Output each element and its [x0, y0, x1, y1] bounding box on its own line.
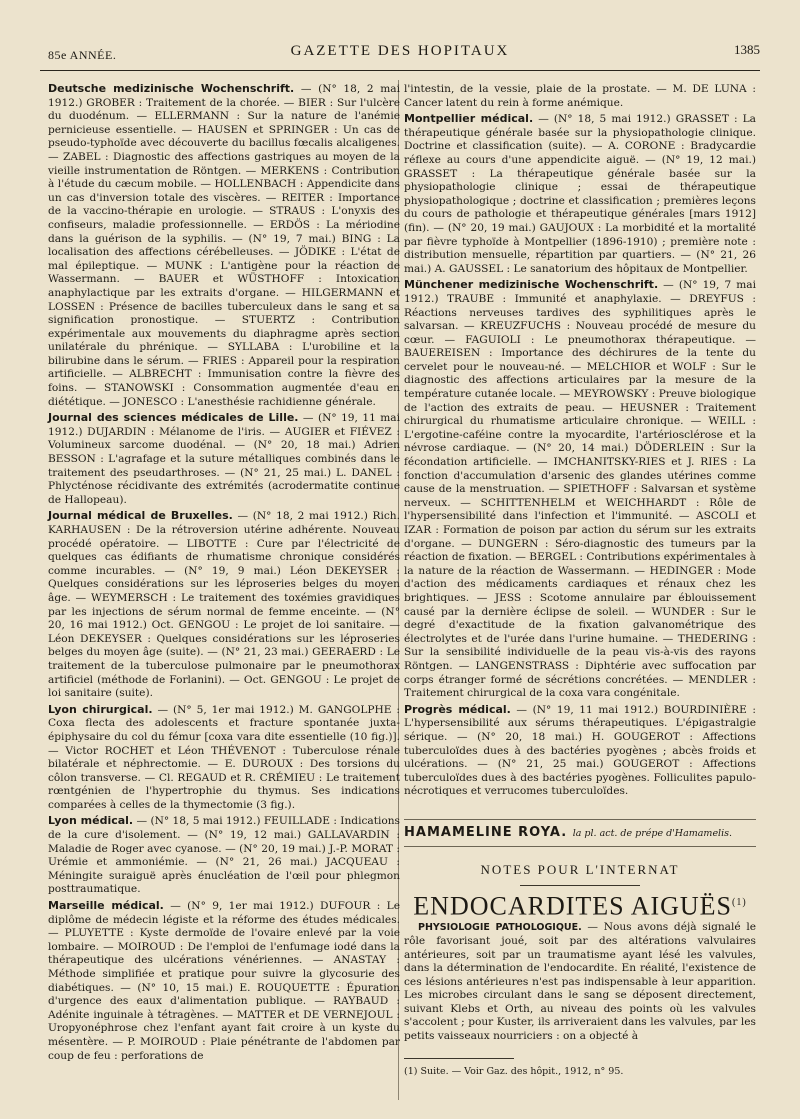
- journal-entry: [48, 411, 400, 507]
- entry-text: — (N° 19, 11 mai 1912.) BOURDINIÈRE : L'hypersensibilité aux sérums thérapeutiques. L'épigastralgie sérique. — (N° 20, 18 mai.) H. GOUGEROT : Affections tuberculoïdes dues à des bactéries pyogènes ; abcès froids et ulcérations. — (N° 21, 25 mai.) GOUGEROT : Affections tuberculoïdes dues à des bactéries pyogènes. Folliculites papulo-nécrotiques et verrucomes tuberculoïdes.: [404, 703, 756, 798]
- page-number: 1385: [734, 42, 760, 57]
- article-lead: PHYSIOLOGIE PATHOLOGIQUE.: [418, 922, 582, 934]
- entry-text: — (N° 18, 2 mai 1912.) GROBER : Traitement de la chorée. — BIER : Sur l'ulcère du duodénum. — ELLERMANN : Sur la nature de l'anémie pernicieuse essentielle. — HAUSEN et SPRINGER : Un cas de pseudo-typhoïde avec découverte du bacillus fœcalis alcaligenes. — ZABEL : Diagnostic des affections gastriques au moyen de la vieille instrumentation de Röntgen. — MERKENS : Contribution à l'étude du cæcum mobile. — HOLLENBACH : Appendicite dans un cas d'inversion totale des viscères. — REITER : Importance de la vaccino-thérapie en urologie. — STRAUS : L'onyxis des confiseurs, maladie professionnelle. — ERDÖS : La mériodine dans la guérison de la syphilis. — (N° 19, 7 mai.) BING : La localisation des affections cérébelleuses. — JÖDIKE : L'état de mal épileptique. — MUNK : L'antigène pour la réaction de Wassermann. — BAUER et WÜSTHOFF : Intoxication anaphylactique par les extraits d'organe. — HILGERMANN et LOSSEN : Présence de bacilles tuberculeux dans le sang et sa signification pronostique. — STUERTZ : Contribution expérimentale aux mouvements du diaphragme après section unilatérale du phrénique. — SYLLABA : L'urobiline et la bilirubine dans le sérum. — FRIES : Appareil pour la respiration artificielle. — ALBRECHT : Immunisation contre la fièvre des foins. — STANOWSKI : Consommation augmentée d'eau en diététique. — JONESCO : L'anesthésie rachidienne générale.: [48, 83, 400, 408]
- ad-brand: HAMAMELINE ROYA.: [404, 824, 568, 840]
- journal-title: Progrès médical.: [404, 702, 511, 716]
- entry-text: — (N° 5, 1er mai 1912.) M. GANGOLPHE : Coxa flecta des adolescents et fracture spontanée juxta-épiphysaire du col du fémur [coxa vara dite essentielle (10 fig.)]. — Victor ROCHET et Léon THÉVENOT : Tuberculose rénale bilatérale et néphrectomie. — E. DUROUX : Des torsions du côlon transverse. — Cl. REGAUD et R. CRÉMIEU : Le traitement rœntgénien de l'hypertrophie du thymus. Ses indications comparées à celles de la thymectomie (3 fig.).: [48, 703, 400, 811]
- journal-entry: [48, 703, 400, 813]
- entry-text: — (N° 18, 5 mai 1912.) GRASSET : La thérapeutique générale basée sur la physiopathologie clinique. Doctrine et classification (suite). — A. CORONE : Bradycardie réflexe au cours d'une appendicite aiguë. — (N° 19, 12 mai.) GRASSET : La thérapeutique générale basée sur la physiopathologie clinique ; essai de thérapeutique physiopathologique ; doctrine et classification ; premières leçons du cours de pathologie et thérapeutique générales [mars 1912] (fin). — (N° 20, 19 mai.) GAUJOUX : La morbidité et la mortalité par fièvre typhoïde à Montpellier (1896-1910) ; première note : distribution mensuelle, répartition par quartiers. — (N° 21, 26 mai.) A. GAUSSEL : Le sanatorium des hôpitaux de Montpellier.: [404, 113, 756, 275]
- journal-entry: [48, 82, 400, 409]
- page-header: [40, 40, 760, 66]
- journal-entry: [404, 278, 756, 700]
- journal-title: Marseille médical.: [48, 899, 164, 913]
- ad-tagline: la pl. act. de prépe d'Hamamelis.: [572, 827, 733, 839]
- article-title: [404, 891, 756, 921]
- header-rule: [40, 70, 760, 71]
- article-title-text: ENDOCARDITES AIGUËS: [413, 891, 733, 921]
- footnote-marker: (1): [732, 897, 747, 909]
- journal-title: Deutsche medizinische Wochenschrift.: [48, 82, 295, 95]
- section-rule: [520, 885, 640, 886]
- entry-text: l'intestin, de la vessie, plaie de la prostate. — M. DE LUNA : Cancer latent du rein à forme anémique.: [404, 83, 756, 109]
- journal-title: Münchener medizinische Wochenschrift.: [404, 278, 659, 292]
- journal-entry: [48, 509, 400, 700]
- journal-entry: [404, 703, 756, 799]
- advertisement: [404, 819, 756, 841]
- entry-text: — (N° 19, 7 mai 1912.) TRAUBE : Immunité et anaphylaxie. — DREYFUS : Réactions nerveuses tardives des syphilitiques après le salvarsan. — KREUZFUCHS : Nouveau procédé de mesure du cœur. — FAGUIOLI : Le pneumothorax thérapeutique. — BAUEREISEN : Importance des déchirures de la tente du cervelet pour le nouveau-né. — MELCHIOR et WOLF : Sur le diagnostic des affections articulaires par la mesure de la température cutanée locale. — MEYROWSKY : Preuve biologique de l'action des extraits de peau. — HEUSNER : Traitement chirurgical du rhumatisme articulaire chronique. — WEILL : L'ergotine-caféine contre la myocardite, l'artériosclérose et la névrose cardiaque. — (N° 20, 14 mai.) DÖDERLEIN : Sur la fécondation artificielle. — IMCHANITSKY-RIES et J. RIES : La fonction d'accumulation d'arsenic des glandes utérines comme cause de la menstruation. — SPIETHOFF : Salvarsan et système nerveux. — SCHITTENHELM et WEICHHARDT : Rôle de l'hypersensibilité dans l'infection et l'immunité. — ASCOLI et IZAR : Formation de poison par action du sérum sur les extraits d'organe. — DUNGERN : Séro-diagnostic des tumeurs par la réaction de fixation. — BERGEL : Contributions expérimentales à la nature de la réaction de Wassermann. — HEDINGER : Mode d'action des médicaments cardiaques et rénaux chez les brightiques. — JESS : Scotome annulaire par éblouissement causé par la dernière éclipse de soleil. — WUNDER : Sur le degré d'exactitude de la fixation galvanométrique des électrolytes et de l'urée dans l'urine humaine. — THEDERING : Sur la sensibilité individuelle de la peau vis-à-vis des rayons Röntgen. — LANGENSTRASS : Diphtérie avec suffocation par corps étranger formé de sécrétions concrétées. — MENDLER : Traitement chirurgical de la coxa vara congénitale.: [404, 279, 756, 700]
- journal-entry: [404, 82, 756, 110]
- year-label: 85e ANNÉE.: [48, 48, 117, 62]
- journal-title: Montpellier médical.: [404, 112, 534, 126]
- left-column: [48, 82, 400, 1065]
- page-title: GAZETTE DES HOPITAUX: [290, 43, 510, 59]
- journal-entry: [48, 899, 400, 1063]
- article-paragraph: [404, 921, 756, 1043]
- right-column: [404, 82, 756, 1078]
- journal-title: Lyon chirurgical.: [48, 702, 153, 716]
- footnote-rule: [404, 1058, 514, 1059]
- journal-entry: [404, 112, 756, 276]
- notes-section: [404, 846, 756, 1078]
- entry-text: — (N° 18, 5 mai 1912.) FEUILLADE : Indications de la cure d'isolement. — (N° 19, 12 mai.) GALLAVARDIN : Maladie de Roger avec cyanose. — (N° 20, 19 mai.) J.-P. MORAT : Urémie et ammoniémie. — (N° 21, 26 mai.) JACQUEAU : Méningite suraiguë après énucléation de l'œil pour phlegmon posttraumatique.: [48, 815, 400, 896]
- journal-title: Journal des sciences médicales de Lille.: [48, 411, 299, 425]
- entry-text: — (N° 9, 1er mai 1912.) DUFOUR : Le diplôme de médecin légiste et la réforme des études médicales. — PLUYETTE : Kyste dermoïde de l'ovaire enlevé par la voie lombaire. — MOIROUD : De l'emploi de l'enfumage iodé dans la thérapeutique des ulcérations vénériennes. — ANASTAY : Méthode simplifiée et pratique pour suivre la glycosurie des diabétiques. — (N° 10, 15 mai.) E. ROUQUETTE : Épuration d'urgence des eaux d'alimentation publique. — RAYBAUD : Adénite inguinale à tétragènes. — MATTER et DE VERNEJOUL : Uropyonéphrose chez l'enfant ayant fait croire à un kyste du mésentère. — P. MOIROUD : Plaie pénétrante de l'abdomen par coup de feu : perforations de: [48, 900, 400, 1062]
- footnote: (1) Suite. — Voir Gaz. des hôpit., 1912, n° 95.: [404, 1065, 624, 1077]
- entry-text: — (N° 18, 2 mai 1912.) Rich. KARHAUSEN : De la rétroversion utérine adhérente. Nouveau procédé opératoire. — LIBOTTE : Cure par l'électricité de quelques cas édifiants de rhumatisme chronique considérés comme incurables. — (N° 19, 9 mai.) Léon DEKEYSER : Quelques considérations sur les léproseries belges du moyen âge. — WEYMERSCH : Le traitement des toxémies gravidiques par les injections de sérum normal de femme enceinte. — (N° 20, 16 mai 1912.) Oct. GENGOU : Le projet de loi sanitaire. — Léon DEKEYSER : Quelques considérations sur les léproseries belges du moyen âge (suite). — (N° 21, 23 mai.) GEERAERD : Le traitement de la tuberculose pulmonaire par le pneumothorax artificiel (méthode de Forlanini). — Oct. GENGOU : Le projet de loi sanitaire (suite).: [48, 510, 400, 700]
- entry-text: — (N° 19, 11 mai 1912.) DUJARDIN : Mélanome de l'iris. — AUGIER et FIÉVEZ : Volumineux sarcome duodénal. — (N° 20, 18 mai.) Adrien BESSON : L'agrafage et la suture métalliques combinés dans le traitement des pseudarthroses. — (N° 21, 25 mai.) L. DANEL : Phlycténose récidivante des extrémités (acrodermatite continue de Hallopeau).: [48, 412, 400, 506]
- section-title: NOTES POUR L'INTERNAT: [480, 862, 680, 878]
- article-body: — Nous avons déjà signalé le rôle favorisant joué, soit par des altérations valvulaires antérieures, soit par un traumatisme ayant lésé les valvules, dans la détermination de l'endocardite. En réalité, l'existence de ces lésions antérieures n'est pas indispensable à leur apparition. Les microbes circulant dans le sang se déposent directement, suivant Klebs et Orth, au niveau des points où les valvules s'accolent ; pour Kuster, ils arriveraient dans les valvules, par les petits vaisseaux nourriciers : on a objecté à: [404, 921, 757, 1043]
- journal-entry: [48, 814, 400, 897]
- journal-title: Lyon médical.: [48, 814, 134, 828]
- journal-title: Journal médical de Bruxelles.: [48, 509, 233, 523]
